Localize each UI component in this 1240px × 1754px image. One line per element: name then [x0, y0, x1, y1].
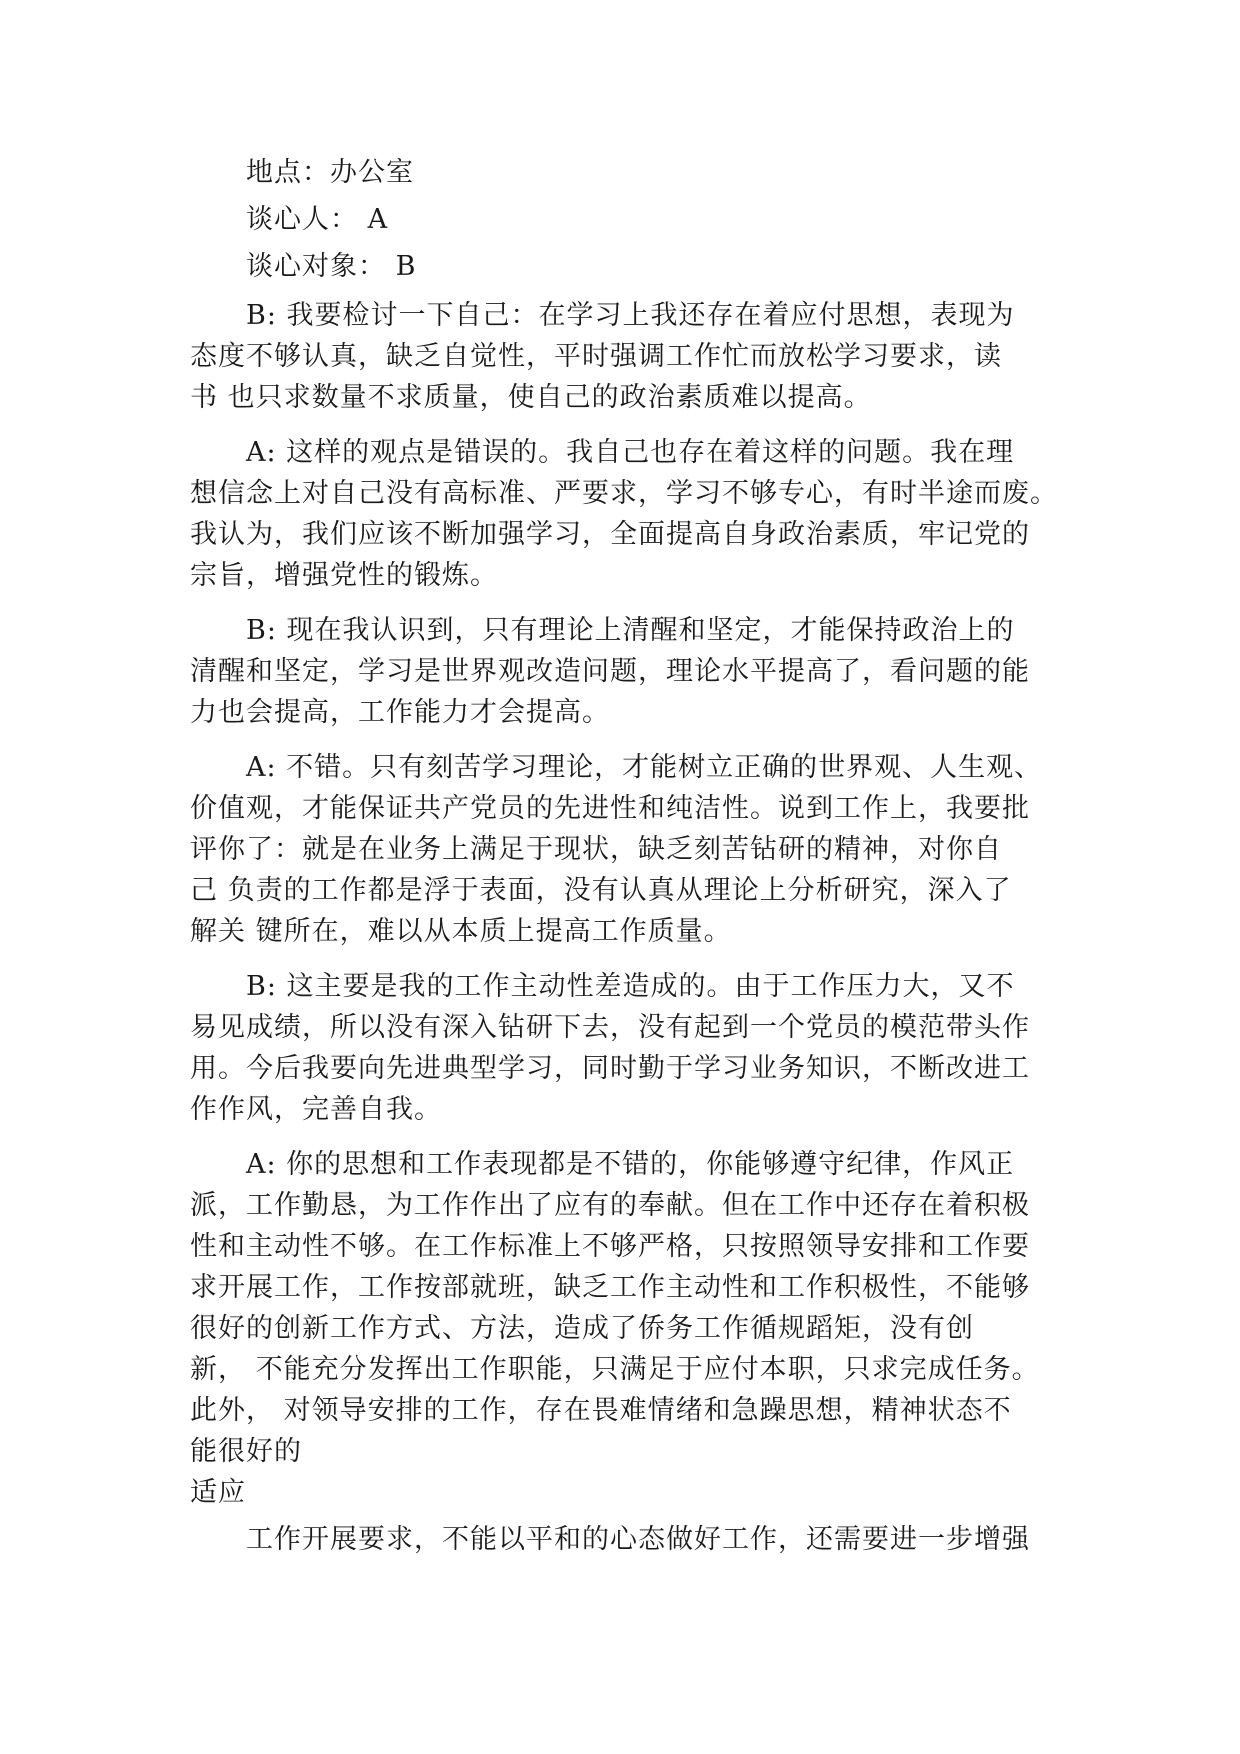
- paragraph-line: B: 现在我认识到，只有理论上清醒和坚定，才能保持政治上的: [246, 615, 1015, 646]
- paragraph-line: 用。今后我要向先进典型学习，同时勤于学习业务知识，不断改进工: [190, 1053, 1030, 1084]
- paragraph-line: 性和主动性不够。在工作标准上不够严格，只按照领导安排和工作要: [190, 1231, 1030, 1262]
- paragraph-line: 想信念上对自己没有高标准、严要求，学习不够专心，有时半途而废。: [190, 478, 1058, 509]
- paragraph-line: 评你了：就是在业务上满足于现状，缺乏刻苦钻研的精神，对你自: [190, 834, 1002, 865]
- paragraph-line: 工作开展要求，不能以平和的心态做好工作，还需要进一步增强: [246, 1524, 1030, 1555]
- paragraph-line: 解关 键所在，难以从本质上提高工作质量。: [190, 916, 732, 947]
- subject-line: 谈心对象： B: [246, 251, 417, 282]
- paragraph-line: 此外， 对领导安排的工作，存在畏难情绪和急躁思想，精神状态不: [190, 1395, 1012, 1426]
- paragraph-line: 作作风，完善自我。: [190, 1094, 442, 1125]
- paragraph-line: A: 这样的观点是错误的。我自己也存在着这样的问题。我在理: [246, 437, 1015, 468]
- dialogue-paragraph: [190, 966, 1052, 1130]
- paragraph-line: 力也会提高，工作能力才会提高。: [190, 697, 610, 728]
- paragraph-line: B: 我要检讨一下自己：在学习上我还存在着应付思想，表现为: [246, 300, 1015, 331]
- dialogue-paragraph: [190, 432, 1058, 596]
- paragraph-line: 宗旨，增强党性的锻炼。: [190, 560, 498, 591]
- paragraph-line: 己 负责的工作都是浮于表面，没有认真从理论上分析研究，深入了: [190, 875, 1012, 906]
- dialogue-paragraph: [190, 1519, 1052, 1560]
- dialogue-paragraph: [190, 295, 1052, 418]
- paragraph-line: 派，工作勤恳，为工作作出了应有的奉献。但在工作中还存在着积极: [190, 1190, 1030, 1221]
- paragraph-line: 我认为，我们应该不断加强学习，全面提高自身政治素质，牢记党的: [190, 519, 1030, 550]
- paragraph-line: 价值观，才能保证共产党员的先进性和纯洁性。说到工作上，我要批: [190, 793, 1030, 824]
- paragraph-line: 清醒和坚定，学习是世界观改造问题，理论水平提高了，看问题的能: [190, 656, 1030, 687]
- paragraph-line: 求开展工作，工作按部就班，缺乏工作主动性和工作积极性，不能够: [190, 1272, 1030, 1303]
- dialogue-paragraph: [190, 747, 1052, 952]
- paragraph-line: 新， 不能充分发挥出工作职能，只满足于应付本职，只求完成任务。: [190, 1354, 1040, 1385]
- paragraph-line: 适应: [190, 1477, 246, 1508]
- paragraph-line: B: 这主要是我的工作主动性差造成的。由于工作压力大，又不: [246, 971, 1015, 1002]
- dialogue-paragraph: [190, 610, 1052, 733]
- interviewer-line: 谈心人： A: [246, 204, 389, 235]
- document-body: [190, 152, 1058, 1574]
- meeting-location: 地点：办公室: [246, 157, 414, 188]
- paragraph-line: A: 不错。只有刻苦学习理论，才能树立正确的世界观、人生观、: [246, 752, 1043, 783]
- paragraph-line: 能很好的: [190, 1436, 302, 1467]
- paragraph-line: 易见成绩，所以没有深入钻研下去，没有起到一个党员的模范带头作: [190, 1012, 1030, 1043]
- paragraph-line: 很好的创新工作方式、方法，造成了侨务工作循规蹈矩，没有创: [190, 1313, 974, 1344]
- dialogue-paragraph: [190, 1144, 1052, 1513]
- paragraph-line: A: 你的思想和工作表现都是不错的，你能够遵守纪律，作风正: [246, 1149, 1015, 1180]
- paragraph-line: 态度不够认真，缺乏自觉性，平时强调工作忙而放松学习要求，读: [190, 341, 1002, 372]
- paragraph-line: 书 也只求数量不求质量，使自己的政治素质难以提高。: [190, 382, 872, 413]
